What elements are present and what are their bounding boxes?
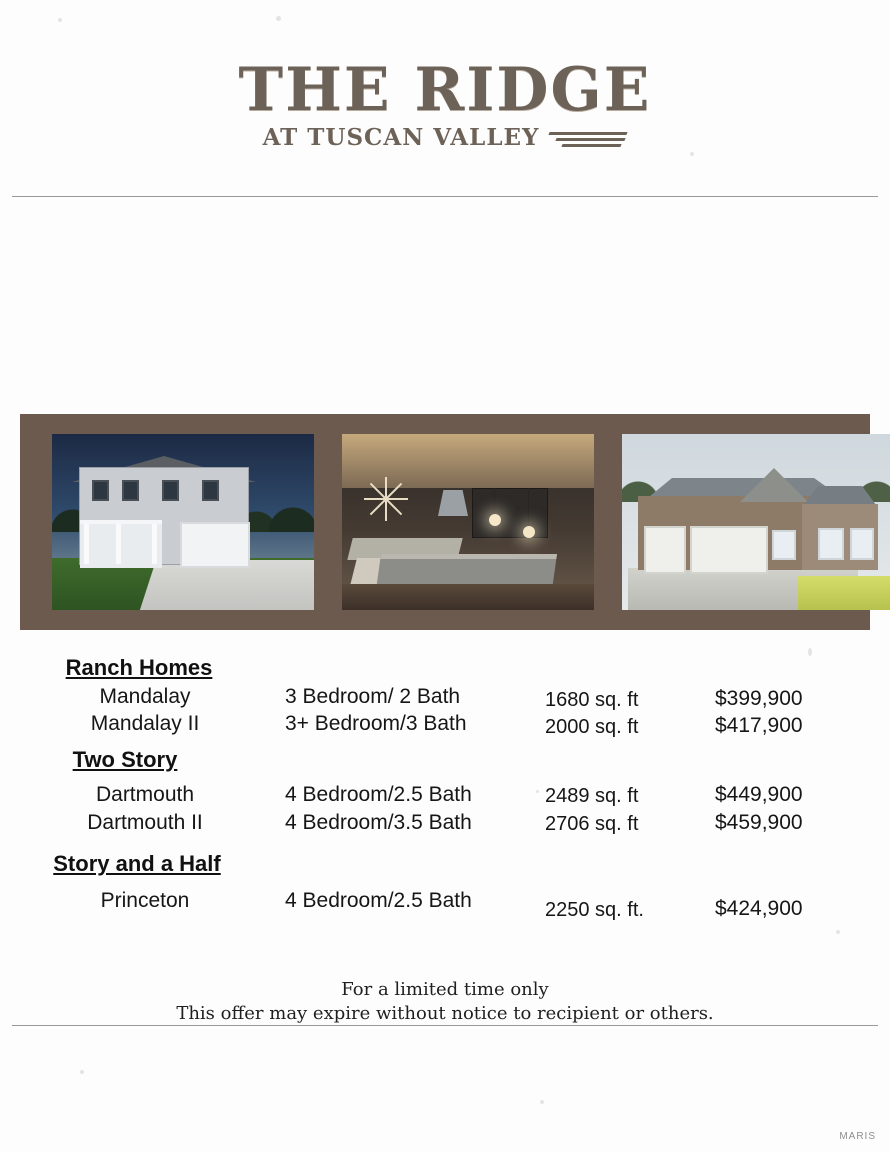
- listing-group-header-row: [0, 839, 890, 889]
- home-price: $417,900: [715, 714, 803, 737]
- listing-group-header-row: [0, 739, 890, 783]
- disclaimer-line-2: This offer may expire without notice to recipient or others.: [176, 1003, 714, 1025]
- home-price: $459,900: [715, 811, 803, 834]
- listing-row: [0, 783, 890, 811]
- home-name: Princeton: [100, 889, 190, 912]
- home-price: $424,900: [715, 897, 803, 920]
- home-price: $399,900: [715, 687, 803, 710]
- home-beds-baths: 4 Bedroom/2.5 Bath: [285, 783, 472, 806]
- disclaimer-line-1: For a limited time only: [341, 979, 549, 1000]
- brand-title: THE RIDGE: [238, 55, 652, 125]
- brand-logo: [0, 55, 890, 151]
- home-sqft: 1680 sq. ft: [545, 689, 639, 711]
- group-heading-story-and-a-half: Story and a Half: [53, 851, 221, 876]
- scan-speck: [690, 152, 694, 156]
- home-sqft: 2250 sq. ft.: [545, 899, 644, 921]
- scan-speck: [80, 1070, 84, 1074]
- sputnik-chandelier-icon: [364, 476, 410, 522]
- home-beds-baths: 3+ Bedroom/3 Bath: [285, 712, 467, 735]
- kitchen-interior-photo: [342, 434, 594, 610]
- scan-speck: [58, 18, 62, 22]
- listing-row: [0, 685, 890, 712]
- scan-speck: [276, 16, 281, 21]
- home-beds-baths: 4 Bedroom/2.5 Bath: [285, 889, 472, 912]
- home-sqft: 2706 sq. ft: [545, 813, 639, 835]
- home-price: $449,900: [715, 783, 803, 806]
- home-listings: [0, 655, 890, 919]
- offer-disclaimer: [0, 978, 890, 1027]
- home-sqft: 2000 sq. ft: [545, 716, 639, 738]
- home-name: Dartmouth: [95, 783, 195, 806]
- home-name: Dartmouth II: [87, 811, 203, 834]
- listing-row: [0, 811, 890, 839]
- header-divider: [12, 196, 878, 197]
- group-heading-two-story: Two Story: [72, 747, 178, 772]
- listing-row: [0, 889, 890, 919]
- home-beds-baths: 4 Bedroom/3.5 Bath: [285, 811, 472, 834]
- logo-swoosh-icon: [549, 125, 627, 150]
- listing-group-header-row: [0, 655, 890, 685]
- scan-speck: [836, 930, 840, 934]
- home-sqft: 2489 sq. ft: [545, 785, 639, 807]
- home-beds-baths: 3 Bedroom/ 2 Bath: [285, 685, 461, 708]
- group-heading-ranch-homes: Ranch Homes: [65, 655, 213, 680]
- home-name: Mandalay II: [90, 712, 200, 735]
- home-name: Mandalay: [99, 685, 191, 708]
- ranch-home-exterior-photo: [622, 434, 890, 610]
- two-story-home-exterior-photo: [52, 434, 314, 610]
- maris-watermark: MARIS: [839, 1131, 876, 1142]
- scan-speck: [540, 1100, 544, 1104]
- photo-strip: [20, 414, 870, 630]
- brand-subtitle: AT TUSCAN VALLEY: [262, 124, 540, 151]
- listing-row: [0, 712, 890, 739]
- footer-divider: [12, 1025, 878, 1026]
